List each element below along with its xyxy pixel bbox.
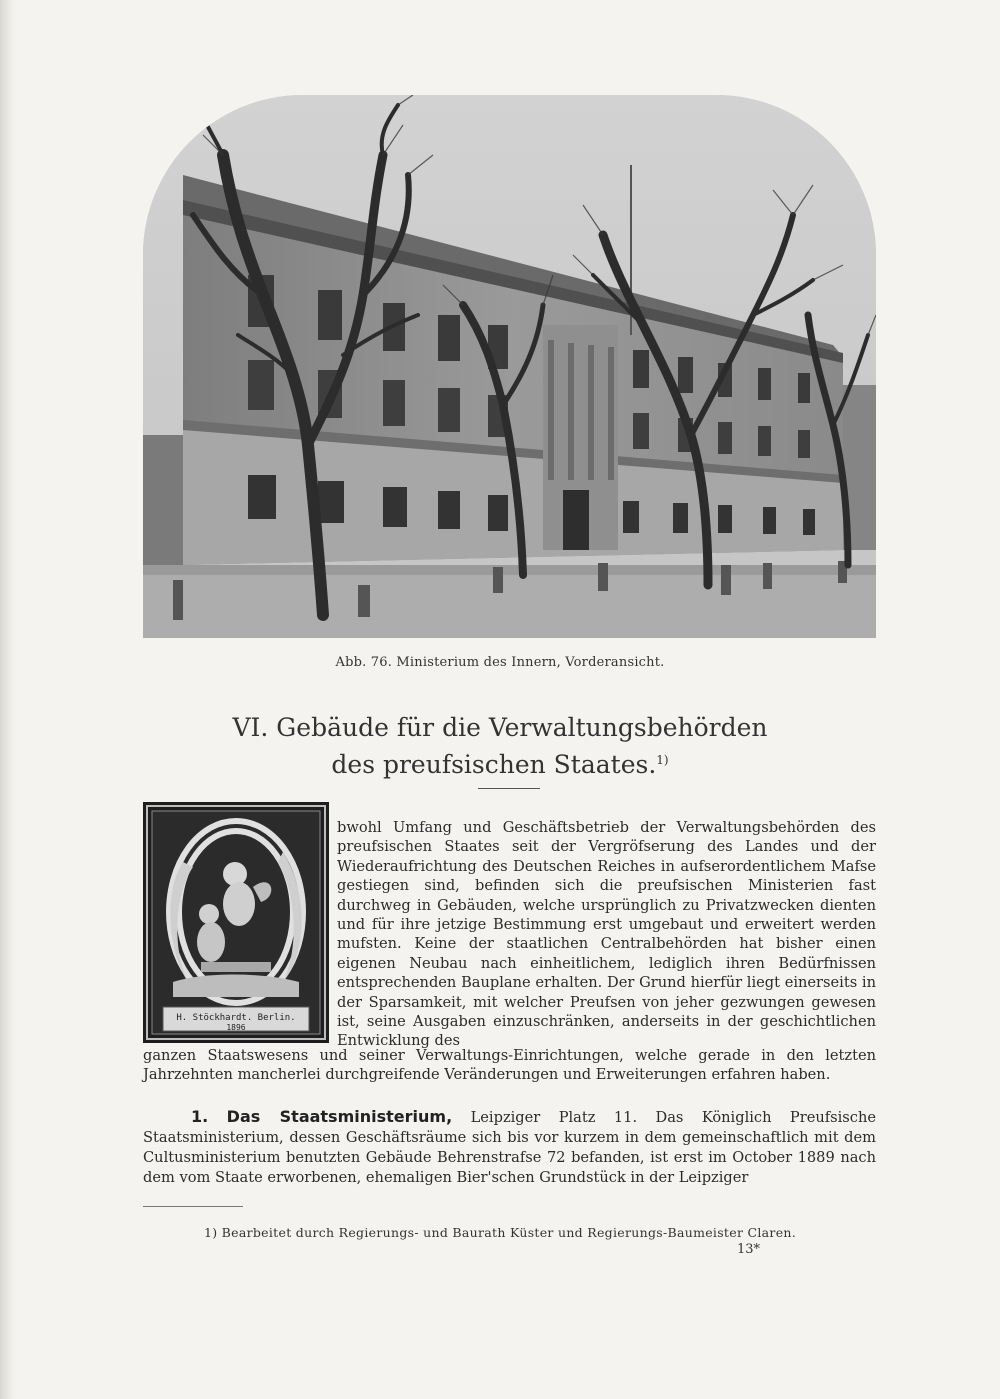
initial-signature: H. Stöckhardt. Berlin.: [176, 1013, 296, 1023]
intro-paragraph-bottom: ganzen Staatswesens und seiner Verwaltungs-Einrichtungen, welche gerade in den letzten Jahrzehnten mancherlei durchgreifende Veränderungen und Erweiterungen erfahren haben.: [143, 1047, 876, 1084]
heading-divider: [478, 788, 540, 789]
section-title: Das Staatsministerium,: [226, 1107, 453, 1126]
chapter-heading-line2: des preufsischen Staates.$^{1)}$: [331, 750, 669, 779]
intro-paragraph-top: bwohl Umfang und Geschäftsbetrieb der Verwaltungsbehörden des preufsischen Staates seit der Vergröfserung des Landes und der Wiederaufrichtung des Deutschen Reiches in aufserordentlichem Mafse gestiegen sind, befinden sich die preufsischen Ministerien fast durchweg in Gebäuden, welche ursprünglich zu Privatzwecken dienten und für ihre jetzige Bestimmung erst umgebaut und erweitert werden mufsten. Keine der staatlichen Centralbehörden hat bisher einen eigenen Neubau nach einheitlichem, lediglich ihren Bedürfnissen entsprechenden Bauplane erhalten. Der Grund hierfür liegt einerseits in der Sparsamkeit, mit welcher Preufsen von jeher gezwungen gewesen ist, seine Ausgaben einzuschränken, anderseits in der geschichtlichen Entwicklung des: [337, 819, 876, 1050]
figure-caption: Abb. 76. Ministerium des Innern, Vorderansicht.: [335, 655, 665, 670]
page-number: 13*: [737, 1242, 761, 1257]
chapter-heading-line1: VI. Gebäude für die Verwaltungsbehörden: [232, 713, 768, 742]
ornamental-letter-illustration: [143, 802, 329, 1043]
section-staatsministerium: [143, 1107, 876, 1188]
section-number: 1.: [191, 1107, 209, 1126]
page-edge-shadow: [0, 0, 14, 1399]
footnote-divider: [143, 1206, 243, 1207]
ministry-building-illustration: [143, 95, 876, 638]
initial-year: 1896: [226, 1023, 246, 1032]
chapter-heading: [0, 712, 1000, 781]
building-photograph: [143, 95, 876, 638]
footnote: 1) Bearbeitet durch Regierungs- und Baurath Küster und Regierungs-Baumeister Claren.: [203, 1225, 797, 1240]
footnote-marker: 1): [656, 753, 669, 767]
section-text: Leipziger Platz 11. Das Königlich Preufsische Staatsministerium, dessen Geschäftsräume sich bis vor kurzem in dem gemeinschaftlich mit dem Cultusministerium benutzten Gebäude Behrenstrafse 72 befanden, ist erst im October 1889 nach dem vom Staate erworbenen, ehemaligen Bier'schen Grundstück in der Leipziger: [143, 1109, 877, 1186]
decorative-initial-o: [143, 802, 329, 1043]
